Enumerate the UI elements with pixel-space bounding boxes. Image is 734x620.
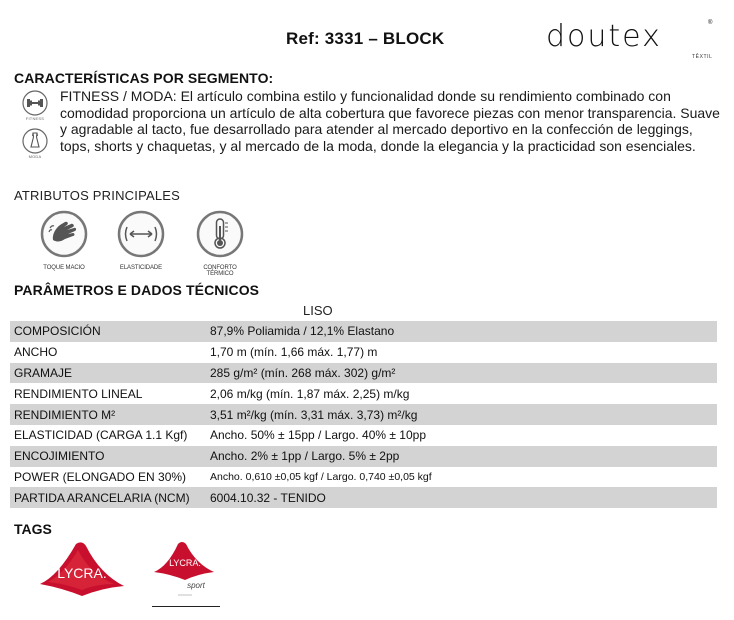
table-row-key: ANCHO [14, 345, 58, 360]
table-row-value: Ancho. 0,610 ±0,05 kgf / Largo. 0,740 ±0,05 kgf [210, 470, 432, 483]
segment-description: FITNESS / MODA: El artículo combina estilo y funcionalidad donde su rendimiento combinado con comodidad proporciona un artículo de alta cobertura que favorece piezas con menor transparencia. Suave y agradable al tacto, fue desarrollado para atender al mercado deportivo en la confección de leggings, tops, shorts y chaquetas, y al mercado de la moda, donde la elegancia y la practicidad son esenciales. [60, 88, 720, 154]
table-row-key: RENDIMIENTO M² [14, 407, 116, 422]
registered-mark-icon: ® [708, 20, 713, 26]
segment-moda [20, 128, 50, 166]
table-row-key: ELASTICIDAD (CARGA 1.1 Kgf) [14, 428, 188, 443]
lycra-sport-logo [152, 540, 220, 607]
tags-divider [152, 606, 220, 607]
lycra-sport-swoosh-icon [152, 540, 220, 602]
table-row [10, 467, 717, 488]
lycra-sport-logo-subtext: sport [187, 581, 205, 590]
table-row [10, 321, 717, 342]
lycra-sport-logo-text: LYCRA. [169, 558, 201, 568]
brand-logo [546, 19, 713, 60]
brand-logo-subtitle: TÊXTIL [692, 54, 713, 60]
hand-touch-icon [38, 210, 90, 258]
technical-title: PARÂMETROS E DADOS TÉCNICOS [14, 282, 260, 298]
table-row-key: GRAMAJE [14, 365, 73, 380]
attribute-label: ELASTICIDADE [119, 265, 163, 271]
attribute-label: TOQUE MACIO [43, 265, 85, 271]
attribute-toque-macio [34, 210, 94, 271]
table-row [10, 342, 717, 363]
table-row [10, 363, 717, 384]
table-row [10, 487, 717, 508]
table-row-key: ENCOJIMIENTO [14, 449, 105, 464]
table-row-value: Ancho. 2% ± 1pp / Largo. 5% ± 2pp [210, 449, 400, 464]
table-row [10, 383, 717, 404]
segments-title: CARACTERÍSTICAS POR SEGMENTO: [14, 70, 274, 86]
reference-title: Ref: 3331 – BLOCK [286, 29, 445, 48]
table-row-key: RENDIMIENTO LINEAL [14, 386, 143, 401]
segment-icons [20, 90, 50, 166]
attribute-conforto-termico [190, 210, 250, 277]
dress-icon [22, 128, 48, 154]
technical-variant: LISO [303, 303, 333, 318]
thermometer-icon [194, 210, 246, 258]
table-row-value: 6004.10.32 - TENIDO [210, 490, 326, 505]
segment-icon-label: MODA [28, 154, 42, 159]
table-row-value: 2,06 m/kg (mín. 1,87 máx. 2,25) m/kg [210, 386, 410, 401]
segment-icon-label: FITNESS [25, 116, 45, 121]
lycra-swoosh-icon [38, 540, 126, 598]
dumbbell-icon [22, 90, 48, 116]
table-row-key: POWER (ELONGADO EN 30%) [14, 469, 187, 484]
table-row-value: 285 g/m² (mín. 268 máx. 302) g/m² [210, 365, 396, 380]
table-row [10, 404, 717, 425]
table-row [10, 425, 717, 446]
lycra-logo [38, 540, 126, 603]
table-row [10, 446, 717, 467]
brand-logo-wordmark: doutex [546, 19, 662, 54]
attributes-title: ATRIBUTOS PRINCIPALES [14, 188, 181, 203]
attribute-label: CONFORTO TÉRMICO [203, 265, 237, 277]
lycra-logo-text: LYCRA. [57, 565, 107, 581]
table-row-value: Ancho. 50% ± 15pp / Largo. 40% ± 10pp [210, 428, 426, 443]
table-row-key: COMPOSICIÓN [14, 324, 101, 339]
table-row-value: 1,70 m (mín. 1,66 máx. 1,77) m [210, 345, 378, 360]
tags-title: TAGS [14, 521, 52, 537]
table-row-value: 87,9% Poliamida / 12,1% Elastano [210, 324, 395, 339]
technical-table [10, 321, 717, 508]
segment-fitness [20, 90, 50, 128]
attribute-elasticidade [111, 210, 171, 271]
stretch-arrows-icon [115, 210, 167, 258]
table-row-value: 3,51 m²/kg (mín. 3,31 máx. 3,73) m²/kg [210, 407, 418, 422]
table-row-key: PARTIDA ARANCELARIA (NCM) [14, 490, 190, 505]
